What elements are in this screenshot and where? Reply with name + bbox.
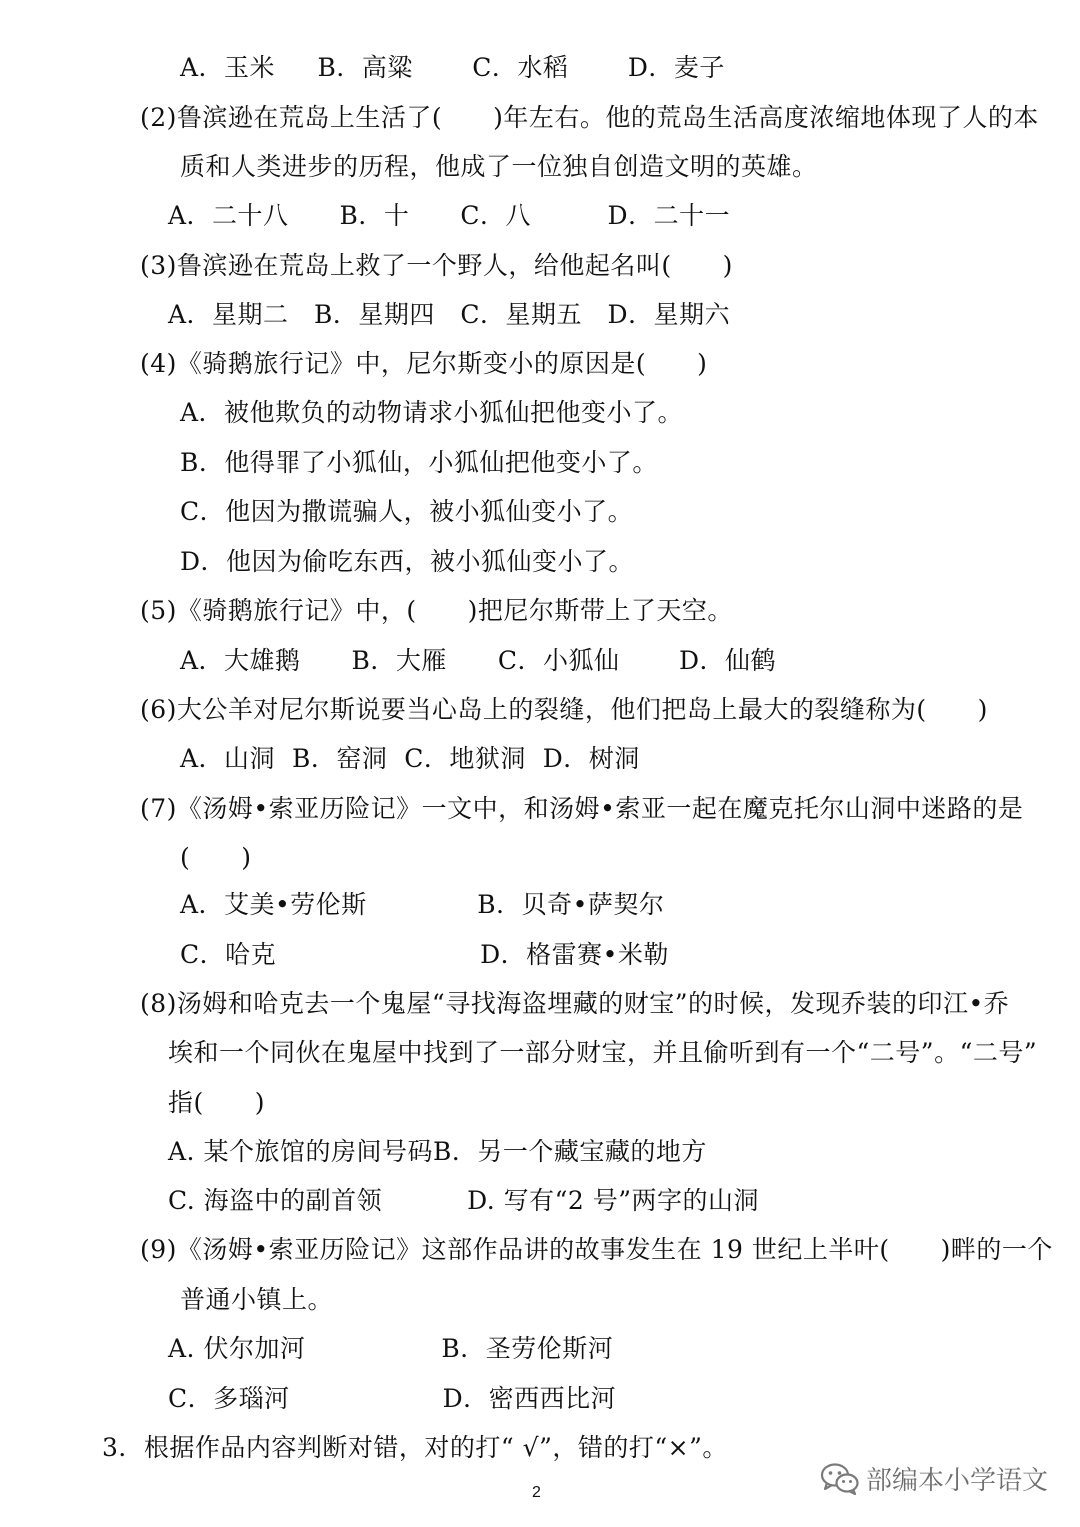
section-3-heading: 3．根据作品内容判断对错，对的打“ √”，错的打“×”。 xyxy=(102,1433,728,1462)
q1-options: A．玉米 B．高粱 C．水稻 D．麦子 xyxy=(180,53,725,82)
q4-option-d: D．他因为偷吃东西，被小狐仙变小了。 xyxy=(180,547,635,576)
q5-options: A．大雄鹅 B．大雁 C．小狐仙 D．仙鹤 xyxy=(180,646,777,675)
q4-option-c: C．他因为撒谎骗人，被小狐仙变小了。 xyxy=(180,497,634,526)
q7-options-row-2: C．哈克 D．格雷赛•米勒 xyxy=(180,940,669,969)
q3-stem: (3)鲁滨逊在荒岛上救了一个野人，给他起名叫( ) xyxy=(140,251,733,280)
watermark-label: 部编本小学语文 xyxy=(866,1466,1049,1496)
q6-options: A．山洞 B．窑洞 C．地狱洞 D．树洞 xyxy=(180,744,640,773)
q8-stem-line-3: 指( ) xyxy=(168,1088,266,1117)
q2-options: A．二十八 B．十 C．八 D．二十一 xyxy=(168,201,731,230)
page-number: 2 xyxy=(532,1484,541,1501)
q7-stem-line-2: ( ) xyxy=(180,843,252,872)
q8-options-row-1: A. 某个旅馆的房间号码B．另一个藏宝藏的地方 xyxy=(168,1137,707,1166)
q8-stem-line-1: (8)汤姆和哈克去一个鬼屋“寻找海盗埋藏的财宝”的时候，发现乔装的印江•乔 xyxy=(140,989,1010,1018)
watermark xyxy=(820,1460,1048,1497)
q9-stem-line-1: (9)《汤姆•索亚历险记》这部作品讲的故事发生在 19 世纪上半叶( )畔的一个 xyxy=(140,1235,1053,1264)
q4-option-b: B．他得罪了小狐仙，小狐仙把他变小了。 xyxy=(180,448,658,477)
q5-stem: (5)《骑鹅旅行记》中，( )把尼尔斯带上了天空。 xyxy=(140,596,733,625)
q9-stem-line-2: 普通小镇上。 xyxy=(180,1285,334,1314)
q7-options-row-1: A．艾美•劳伦斯 B．贝奇•萨契尔 xyxy=(180,890,665,919)
q2-stem-line-1: (2)鲁滨逊在荒岛上生活了( )年左右。他的荒岛生活高度浓缩地体现了人的本 xyxy=(140,103,1039,132)
q4-stem: (4)《骑鹅旅行记》中，尼尔斯变小的原因是( ) xyxy=(140,349,708,378)
q2-stem-line-2: 质和人类进步的历程，他成了一位独自创造文明的英雄。 xyxy=(180,152,818,181)
q9-options-row-1: A. 伏尔加河 B．圣劳伦斯河 xyxy=(168,1334,614,1363)
q3-options: A．星期二 B．星期四 C．星期五 D．星期六 xyxy=(168,300,731,329)
q4-option-a: A．被他欺负的动物请求小狐仙把他变小了。 xyxy=(180,398,684,427)
q8-stem-line-2: 埃和一个同伙在鬼屋中找到了一部分财宝，并且偷听到有一个“二号”。“二号” xyxy=(168,1038,1038,1067)
q6-stem: (6)大公羊对尼尔斯说要当心岛上的裂缝，他们把岛上最大的裂缝称为( ) xyxy=(140,695,988,724)
wechat-icon xyxy=(820,1462,860,1496)
q8-options-row-2: C. 海盗中的副首领 D. 写有“2 号”两字的山洞 xyxy=(168,1186,760,1215)
q9-options-row-2: C．多瑙河 D．密西西比河 xyxy=(168,1384,617,1413)
q7-stem-line-1: (7)《汤姆•索亚历险记》一文中，和汤姆•索亚一起在魔克托尔山洞中迷路的是 xyxy=(140,794,1024,823)
